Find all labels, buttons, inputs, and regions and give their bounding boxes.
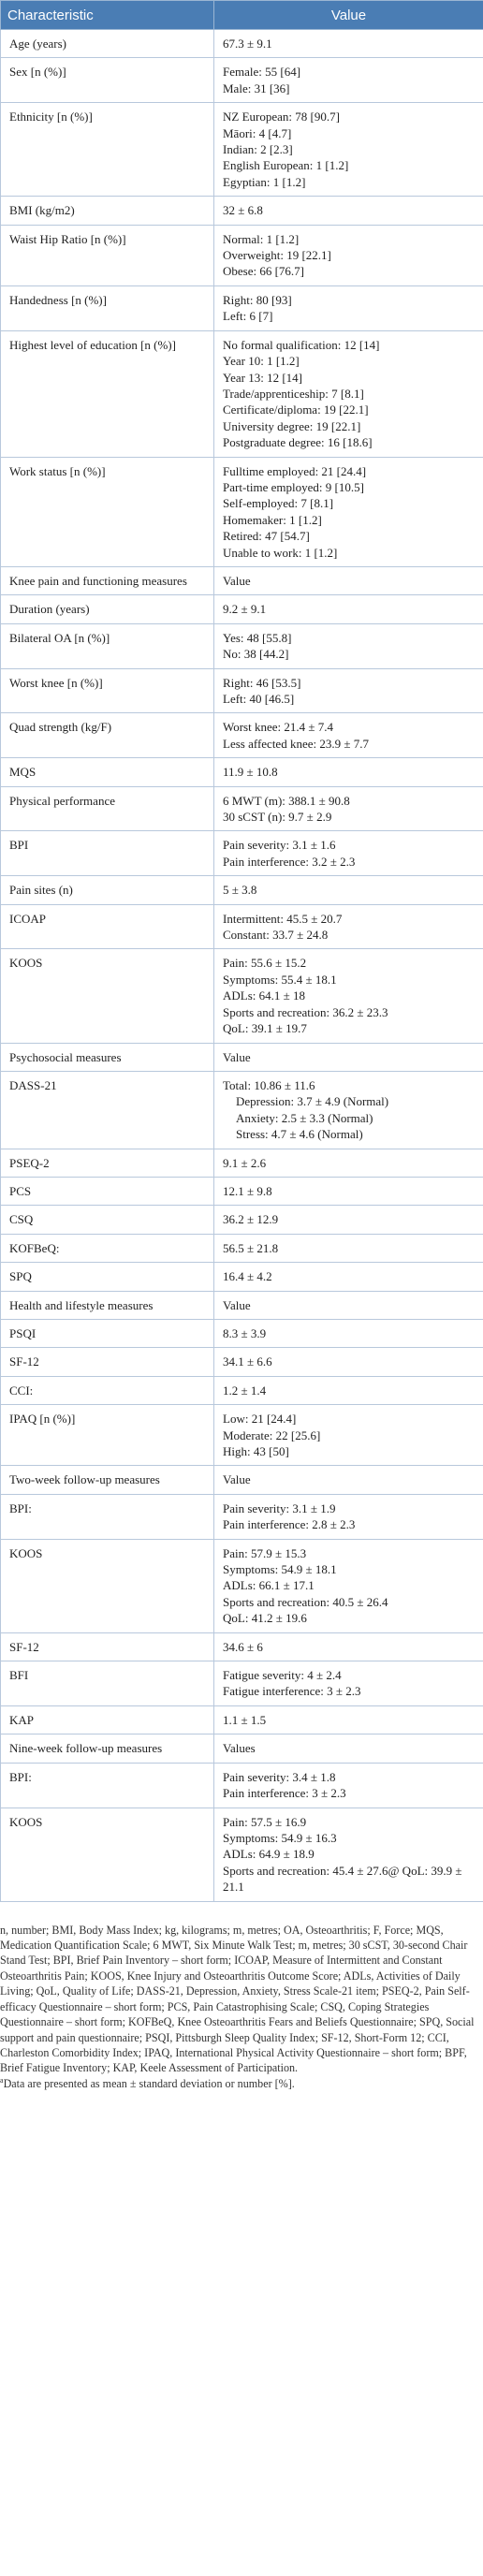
value-line: Normal: 1 [1.2]	[223, 231, 300, 246]
value-line: 16.4 ± 4.2	[223, 1269, 272, 1284]
section-header-row	[1, 1734, 483, 1763]
value-cell	[214, 30, 483, 58]
value-line: Pain severity: 3.1 ± 1.6	[223, 838, 336, 853]
value-cell	[214, 595, 483, 623]
value-line: Postgraduate degree: 16 [18.6]	[223, 435, 373, 450]
characteristic-cell: PSEQ-2	[1, 1149, 214, 1177]
value-cell	[214, 1206, 483, 1234]
table-row	[1, 1405, 483, 1466]
value-line: Less affected knee: 23.9 ± 7.7	[223, 736, 369, 751]
characteristic-cell: MQS	[1, 758, 214, 786]
table-row	[1, 713, 483, 758]
value-line: Pain interference: 2.8 ± 2.3	[223, 1517, 356, 1532]
value-cell	[214, 1319, 483, 1347]
footnote-marker: a	[0, 2075, 4, 2085]
value-line: Low: 21 [24.4]	[223, 1412, 297, 1427]
value-line: ADLs: 66.1 ± 17.1	[223, 1578, 315, 1593]
value-line: Male: 31 [36]	[223, 80, 290, 95]
value-line: Right: 80 [93]	[223, 292, 292, 307]
characteristic-cell: ICOAP	[1, 904, 214, 949]
characteristic-cell: Age (years)	[1, 30, 214, 58]
value-line: Self-employed: 7 [8.1]	[223, 496, 334, 511]
value-line: Trade/apprenticeship: 7 [8.1]	[223, 386, 364, 401]
value-cell	[214, 197, 483, 225]
value-cell	[214, 1348, 483, 1376]
value-line: 6 MWT (m): 388.1 ± 90.8	[223, 793, 350, 808]
table-row	[1, 58, 483, 103]
value-cell	[214, 831, 483, 876]
value-line: 34.6 ± 6	[223, 1639, 263, 1654]
value-cell	[214, 225, 483, 285]
table-row	[1, 285, 483, 330]
table-row	[1, 904, 483, 949]
section-header-row	[1, 1043, 483, 1071]
table-row	[1, 30, 483, 58]
value-line: Anxiety: 2.5 ± 3.3 (Normal)	[236, 1110, 373, 1125]
table-row	[1, 1494, 483, 1539]
value-line: 34.1 ± 6.6	[223, 1354, 272, 1369]
characteristic-cell: BPI:	[1, 1763, 214, 1808]
value-line: ADLs: 64.1 ± 18	[223, 988, 306, 1003]
value-line: Female: 55 [64]	[223, 65, 301, 80]
value-line: 30 sCST (n): 9.7 ± 2.9	[223, 810, 332, 825]
value-line: Total: 10.86 ± 11.6	[223, 1077, 315, 1092]
value-cell	[214, 668, 483, 713]
table-row	[1, 1632, 483, 1661]
table-row	[1, 1177, 483, 1205]
value-line: High: 43 [50]	[223, 1444, 289, 1458]
value-line: Fatigue severity: 4 ± 2.4	[223, 1668, 342, 1683]
value-line: Certificate/diploma: 19 [22.1]	[223, 402, 369, 417]
characteristic-cell: BPI	[1, 831, 214, 876]
characteristic-cell: IPAQ [n (%)]	[1, 1405, 214, 1466]
table-row	[1, 330, 483, 457]
value-line: No: 38 [44.2]	[223, 647, 289, 662]
value-line: 11.9 ± 10.8	[223, 765, 278, 780]
value-line: Pain severity: 3.4 ± 1.8	[223, 1769, 336, 1784]
value-line: QoL: 41.2 ± 19.6	[223, 1611, 307, 1626]
value-line: Year 13: 12 [14]	[223, 370, 302, 385]
value-line: Year 10: 1 [1.2]	[223, 354, 300, 369]
characteristic-cell: Physical performance	[1, 786, 214, 831]
value-line: Constant: 33.7 ± 24.8	[223, 928, 329, 943]
value-cell	[214, 1263, 483, 1291]
table-body	[1, 30, 483, 1902]
value-line: Sports and recreation: 40.5 ± 26.4	[223, 1594, 388, 1609]
value-line: Homemaker: 1 [1.2]	[223, 512, 322, 527]
value-cell	[214, 1763, 483, 1808]
footnote-data-format	[0, 2076, 477, 2091]
value-line: 36.2 ± 12.9	[223, 1212, 279, 1227]
value-line: 9.1 ± 2.6	[223, 1155, 267, 1170]
characteristic-cell: KOOS	[1, 949, 214, 1043]
table-row	[1, 1705, 483, 1734]
characteristic-cell: PCS	[1, 1177, 214, 1205]
characteristic-cell: Handedness [n (%)]	[1, 285, 214, 330]
value-line: 32 ± 6.8	[223, 203, 263, 218]
value-line: Part-time employed: 9 [10.5]	[223, 479, 364, 494]
value-cell	[214, 285, 483, 330]
value-line: Pain: 55.6 ± 15.2	[223, 956, 307, 971]
table-row	[1, 1763, 483, 1808]
section-value-header	[214, 1734, 483, 1763]
table-row	[1, 225, 483, 285]
value-line: Stress: 4.7 ± 4.6 (Normal)	[236, 1127, 363, 1142]
table-row	[1, 1149, 483, 1177]
table-row	[1, 1263, 483, 1291]
value-line: Symptoms: 54.9 ± 18.1	[223, 1562, 337, 1577]
section-value-header	[214, 1466, 483, 1494]
value-cell	[214, 1632, 483, 1661]
characteristic-cell: PSQI	[1, 1319, 214, 1347]
value-cell	[214, 1539, 483, 1632]
value-cell	[214, 758, 483, 786]
header-value: Value	[214, 1, 483, 30]
characteristic-cell: Ethnicity [n (%)]	[1, 103, 214, 197]
value-line: Symptoms: 55.4 ± 18.1	[223, 972, 337, 987]
value-line: Obese: 66 [76.7]	[223, 264, 305, 279]
table-row	[1, 197, 483, 225]
value-line: ADLs: 64.9 ± 18.9	[223, 1847, 315, 1862]
value-line: 56.5 ± 21.8	[223, 1240, 279, 1255]
footnote-abbreviations: n, number; BMI, Body Mass Index; kg, kilograms; m, metres; OA, Osteoarthritis; F, Force; MQS, Medication Quantification Scale; 6 MWT, Six Minute Walk Test; m, metres; 30 sCST, 30-second Chair Stand Test; BPI, Brief Pain Inventory – short form; ICOAP, Measure of Intermittent and Constant Osteoarthritis Pain; KOOS, Knee Injury and Osteoarthritis Outcome Score; ADLs, Activities of Daily Living; QoL, Quality of Life; DASS-21, Depression, Anxiety, Stress Scale-21 item; PSEQ-2, Pain Self-efficacy Questionnaire – short form; PCS, Pain Catastrophising Scale; CSQ, Coping Strategies Questionnaire – short form; KOFBeQ, Knee Osteoarthritis Fears and Beliefs Questionnaire; SPQ, Social support and pain questionnaire; PSQI, Pittsburgh Sleep Quality Index; SF-12, Short-Form 12; CCI, Charleston Comorbidity Index; IPAQ, International Physical Activity Questionnaire – short form; BPF, Brief Fatigue Inventory; KAP, Keele Assessment of Participation.	[0, 1923, 475, 2075]
value-line: NZ European: 78 [90.7]	[223, 110, 340, 124]
table-row	[1, 1206, 483, 1234]
table-row	[1, 786, 483, 831]
value-line: Moderate: 22 [25.6]	[223, 1427, 321, 1442]
value-line: Unable to work: 1 [1.2]	[223, 545, 338, 560]
value-line: Depression: 3.7 ± 4.9 (Normal)	[236, 1094, 389, 1109]
characteristic-cell: Waist Hip Ratio [n (%)]	[1, 225, 214, 285]
characteristic-cell: CCI:	[1, 1376, 214, 1404]
characteristic-cell: Highest level of education [n (%)]	[1, 330, 214, 457]
section-title: Knee pain and functioning measures	[1, 566, 214, 594]
characteristic-cell: Sex [n (%)]	[1, 58, 214, 103]
value-line: Pain interference: 3 ± 2.3	[223, 1786, 346, 1801]
section-value-header	[214, 566, 483, 594]
value-cell	[214, 1071, 483, 1149]
footnote-data-text: Data are presented as mean ± standard deviation or number [%].	[3, 2076, 295, 2090]
table-row	[1, 1808, 483, 1901]
section-value-header	[214, 1291, 483, 1319]
characteristic-cell: SF-12	[1, 1632, 214, 1661]
value-line: Yes: 48 [55.8]	[223, 630, 292, 645]
header-characteristic: Characteristic	[1, 1, 214, 30]
table-row	[1, 1234, 483, 1262]
section-header-row	[1, 566, 483, 594]
characteristic-cell: Quad strength (kg/F)	[1, 713, 214, 758]
value-line: English European: 1 [1.2]	[223, 158, 349, 173]
value-cell	[214, 1405, 483, 1466]
value-line: Value	[223, 1472, 251, 1487]
value-cell	[214, 623, 483, 668]
characteristic-cell: KOOS	[1, 1808, 214, 1901]
section-title: Health and lifestyle measures	[1, 1291, 214, 1319]
characteristic-cell: KOFBeQ:	[1, 1234, 214, 1262]
value-line: 67.3 ± 9.1	[223, 37, 272, 51]
value-cell	[214, 103, 483, 197]
value-cell	[214, 330, 483, 457]
table-header-row	[1, 1, 483, 30]
section-header-row	[1, 1466, 483, 1494]
characteristic-cell: BMI (kg/m2)	[1, 197, 214, 225]
characteristic-cell: SPQ	[1, 1263, 214, 1291]
value-cell	[214, 1661, 483, 1706]
table-row	[1, 758, 483, 786]
table-row	[1, 1071, 483, 1149]
table-row	[1, 949, 483, 1043]
value-cell	[214, 1808, 483, 1901]
value-line: Value	[223, 573, 251, 588]
value-cell	[214, 1376, 483, 1404]
value-cell	[214, 1705, 483, 1734]
characteristic-cell: Pain sites (n)	[1, 876, 214, 904]
characteristic-cell: Work status [n (%)]	[1, 457, 214, 566]
value-line: Symptoms: 54.9 ± 16.3	[223, 1830, 337, 1845]
table-row	[1, 1661, 483, 1706]
value-cell	[214, 949, 483, 1043]
value-line: Worst knee: 21.4 ± 7.4	[223, 720, 334, 735]
value-line: Pain: 57.5 ± 16.9	[223, 1814, 307, 1829]
value-line: Pain: 57.9 ± 15.3	[223, 1545, 307, 1560]
value-cell	[214, 1149, 483, 1177]
value-line: QoL: 39.1 ± 19.7	[223, 1021, 307, 1036]
value-line: Overweight: 19 [22.1]	[223, 248, 331, 263]
value-line: Sports and recreation: 36.2 ± 23.3	[223, 1004, 388, 1019]
table-row	[1, 1319, 483, 1347]
table-row	[1, 595, 483, 623]
value-line: Values	[223, 1741, 256, 1756]
value-cell	[214, 904, 483, 949]
value-cell	[214, 457, 483, 566]
section-title: Psychosocial measures	[1, 1043, 214, 1071]
table-row	[1, 1348, 483, 1376]
value-line: Intermittent: 45.5 ± 20.7	[223, 911, 343, 926]
table-footnotes	[0, 1902, 483, 2092]
characteristic-cell: KAP	[1, 1705, 214, 1734]
table-row	[1, 876, 483, 904]
value-line: Left: 6 [7]	[223, 309, 273, 324]
value-line: 1.2 ± 1.4	[223, 1383, 267, 1398]
value-line: Fulltime employed: 21 [24.4]	[223, 463, 367, 478]
value-line: Sports and recreation: 45.4 ± 27.6@ QoL: 39.9 ± 21.1	[223, 1863, 462, 1895]
value-line: Retired: 47 [54.7]	[223, 529, 310, 544]
value-line: 1.1 ± 1.5	[223, 1712, 267, 1727]
characteristic-cell: KOOS	[1, 1539, 214, 1632]
section-value-header	[214, 1043, 483, 1071]
value-line: Pain interference: 3.2 ± 2.3	[223, 854, 356, 869]
table-row	[1, 103, 483, 197]
value-cell	[214, 876, 483, 904]
value-line: University degree: 19 [22.1]	[223, 418, 361, 433]
value-line: Indian: 2 [2.3]	[223, 142, 293, 157]
value-cell	[214, 1177, 483, 1205]
section-header-row	[1, 1291, 483, 1319]
table-row	[1, 1376, 483, 1404]
value-line: Right: 46 [53.5]	[223, 675, 301, 690]
characteristic-cell: Duration (years)	[1, 595, 214, 623]
value-line: 9.2 ± 9.1	[223, 602, 267, 617]
value-line: No formal qualification: 12 [14]	[223, 337, 380, 352]
table-row	[1, 831, 483, 876]
value-line: Left: 40 [46.5]	[223, 692, 295, 706]
characteristic-cell: BPI:	[1, 1494, 214, 1539]
table-row	[1, 1539, 483, 1632]
value-cell	[214, 1494, 483, 1539]
section-title: Nine-week follow-up measures	[1, 1734, 214, 1763]
section-title: Two-week follow-up measures	[1, 1466, 214, 1494]
value-cell	[214, 786, 483, 831]
value-line: 5 ± 3.8	[223, 883, 257, 898]
value-line: Fatigue interference: 3 ± 2.3	[223, 1684, 361, 1699]
value-line: 12.1 ± 9.8	[223, 1183, 272, 1198]
value-cell	[214, 713, 483, 758]
value-line: Value	[223, 1297, 251, 1312]
table-row	[1, 668, 483, 713]
value-line: Value	[223, 1049, 251, 1064]
characteristic-cell: DASS-21	[1, 1071, 214, 1149]
table-row	[1, 623, 483, 668]
table-row	[1, 457, 483, 566]
value-line: 8.3 ± 3.9	[223, 1325, 267, 1340]
characteristic-cell: CSQ	[1, 1206, 214, 1234]
value-line: Māori: 4 [4.7]	[223, 125, 292, 140]
value-line: Egyptian: 1 [1.2]	[223, 174, 306, 189]
characteristic-cell: SF-12	[1, 1348, 214, 1376]
characteristic-cell: Worst knee [n (%)]	[1, 668, 214, 713]
value-cell	[214, 58, 483, 103]
characteristic-cell: Bilateral OA [n (%)]	[1, 623, 214, 668]
value-line: Pain severity: 3.1 ± 1.9	[223, 1500, 336, 1515]
characteristic-cell: BFI	[1, 1661, 214, 1706]
value-cell	[214, 1234, 483, 1262]
